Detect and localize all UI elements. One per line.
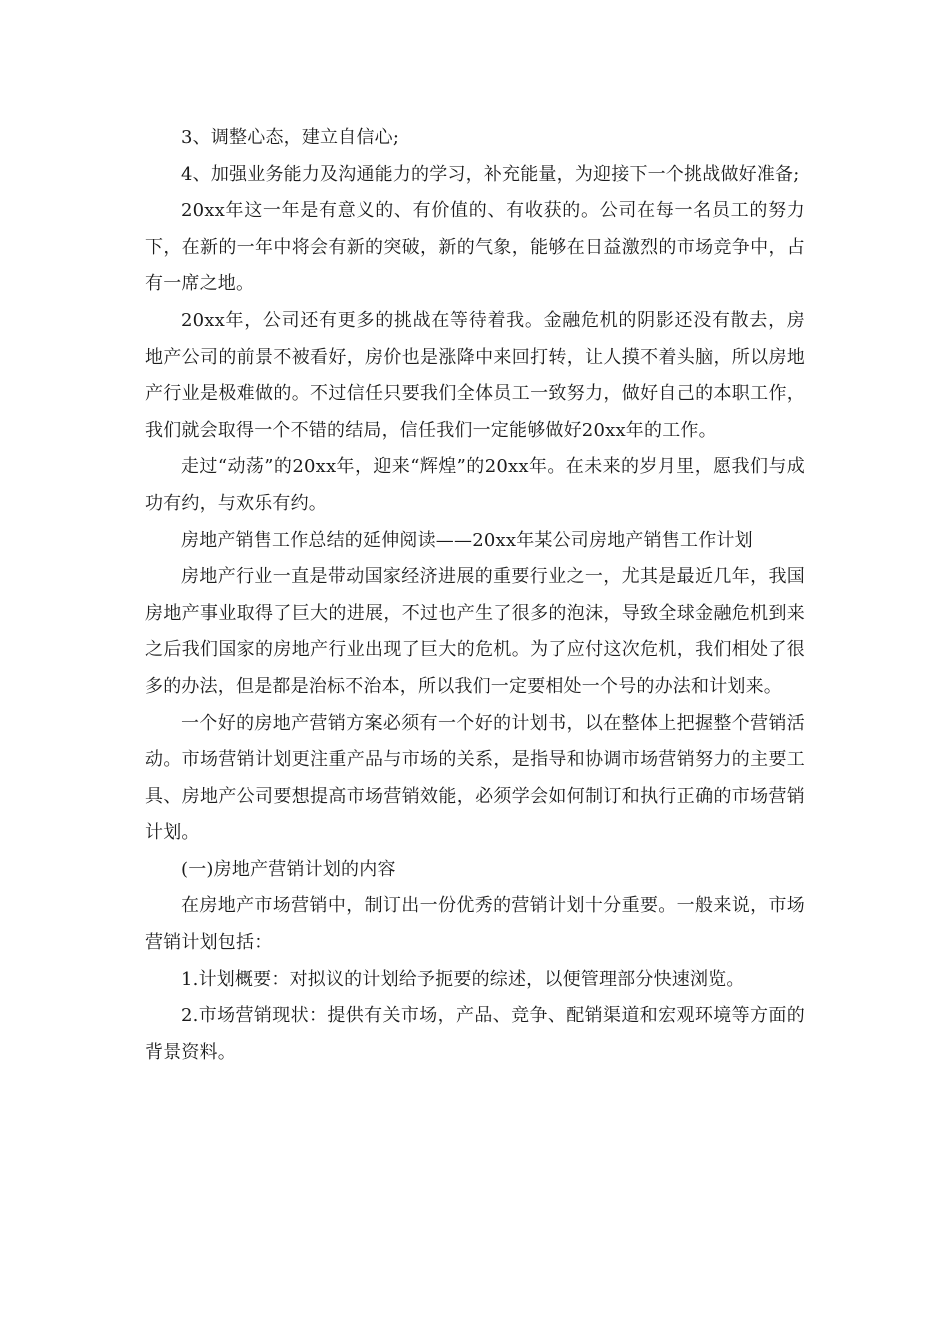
paragraph-item-4: 4、加强业务能力及沟通能力的学习，补充能量，为迎接下一个挑战做好准备; (181, 163, 800, 185)
paragraph-industry-background: 房地产行业一直是带动国家经济进展的重要行业之一，尤其是最近几年，我国房地产事业取得了巨大的进展，不过也产生了很多的泡沫，导致全球金融危机到来之后我们国家的房地产行业出现了巨大的危机。为了应付这次危机，我们相处了很多的办法，但是都是治标不治本，所以我们一定要相处一个号的办法和计划来。 (145, 566, 805, 697)
paragraph-year-summary: 20xx年这一年是有意义的、有价值的、有收获的。公司在每一名员工的努力下，在新的一年中将会有新的突破，新的气象，能够在日益激烈的市场竞争中，占有一席之地。 (145, 200, 805, 295)
section-heading-plan-content: (一)房地产营销计划的内容 (181, 858, 396, 880)
paragraph-item-3: 3、调整心态，建立自信心; (181, 127, 400, 148)
document-page (145, 120, 805, 1071)
list-item-market-status: 2.市场营销现状：提供有关市场，产品、竞争、配销渠道和宏观环境等方面的背景资料。 (145, 1005, 805, 1063)
paragraph-plan-intro: 在房地产市场营销中，制订出一份优秀的营销计划十分重要。一般来说，市场营销计划包括： (145, 895, 805, 954)
paragraph-challenges: 20xx年，公司还有更多的挑战在等待着我。金融危机的阴影还没有散去，房地产公司的前景不被看好，房价也是涨降中来回打转，让人摸不着头脑，所以房地产行业是极难做的。不过信任只要我们全体员工一致努力，做好自己的本职工作，我们就会取得一个不错的结局，信任我们一定能够做好20xx年的工作。 (145, 309, 805, 441)
paragraph-marketing-plan: 一个好的房地产营销方案必须有一个好的计划书，以在整体上把握整个营销活动。市场营销计划更注重产品与市场的关系，是指导和协调市场营销努力的主要工具、房地产公司要想提高市场营销效能，必须学会如何制订和执行正确的市场营销计划。 (145, 712, 805, 844)
paragraph-closing: 走过“动荡”的20xx年，迎来“辉煌”的20xx年。在未来的岁月里，愿我们与成功有约，与欢乐有约。 (145, 456, 805, 514)
list-item-plan-summary: 1.计划概要：对拟议的计划给予扼要的综述，以便管理部分快速浏览。 (181, 968, 745, 990)
paragraph-extended-reading-title: 房地产销售工作总结的延伸阅读——20xx年某公司房地产销售工作计划 (181, 529, 753, 551)
